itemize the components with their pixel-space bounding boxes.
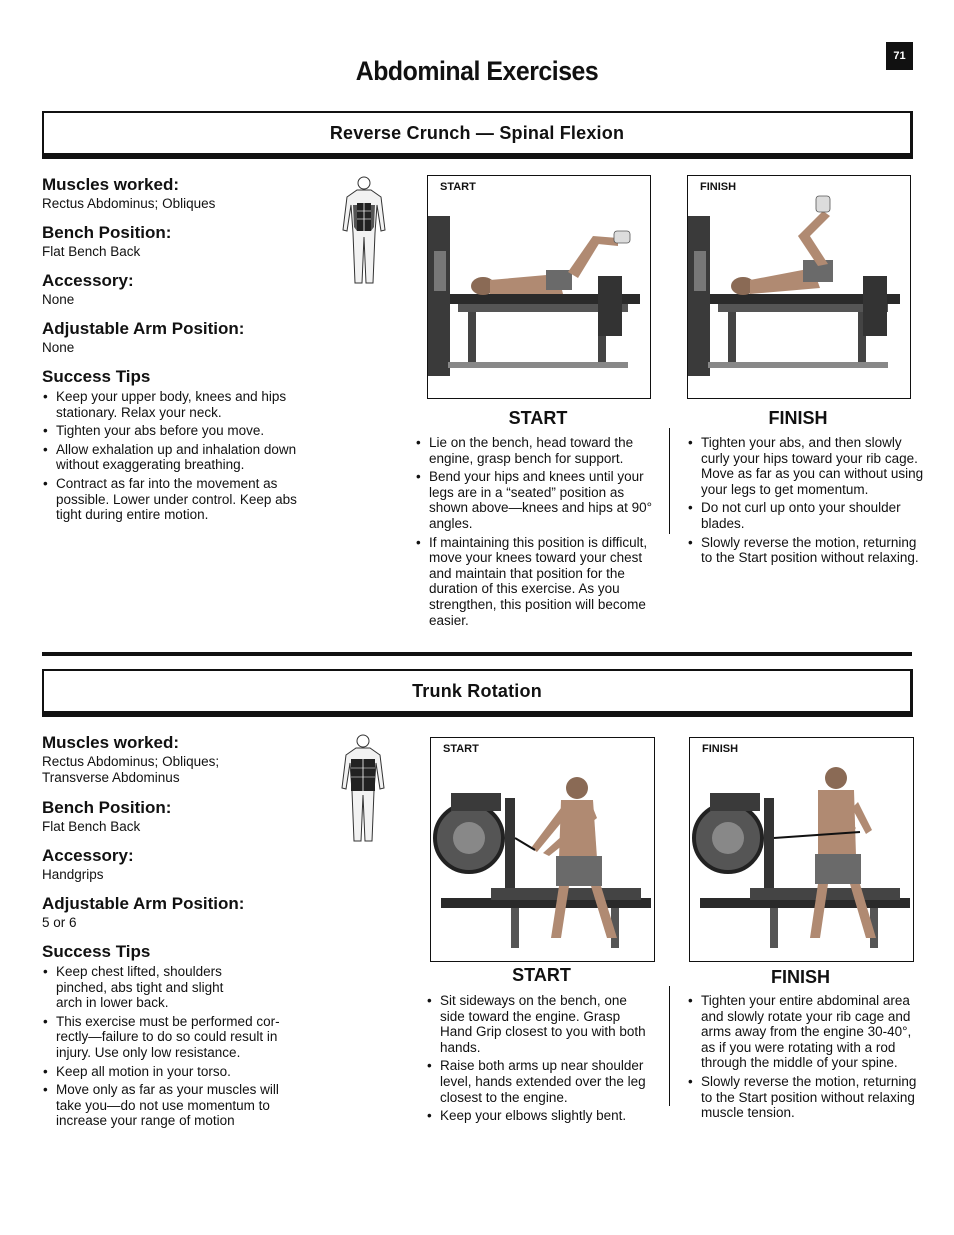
finish-photo	[689, 737, 914, 962]
exercise-title: Reverse Crunch — Spinal Flexion	[329, 122, 625, 143]
muscles-block	[42, 175, 322, 211]
start-photo	[430, 737, 655, 962]
exercise-title: Trunk Rotation	[412, 680, 542, 701]
muscles-label: Muscles worked:	[42, 175, 179, 194]
section-divider	[42, 652, 912, 656]
accessory-block	[42, 271, 322, 307]
tips-label: Success Tips	[42, 367, 151, 386]
finish-photo-tag: FINISH	[700, 181, 737, 193]
accessory-label: Accessory:	[42, 271, 134, 290]
finish-photo	[687, 175, 911, 399]
step-item: • Sit sideways on the bench, one side toward the engine. Grasp Hand Grip closest to you with both hands.	[440, 993, 654, 1055]
column-divider	[669, 428, 670, 534]
muscles-value: Rectus Abdominus; Obliques; Transverse Abdominus	[42, 754, 220, 785]
start-photo-tag: START	[443, 743, 479, 755]
finish-heading: FINISH	[768, 408, 828, 428]
page-number: 71	[886, 42, 913, 70]
muscles-label: Muscles worked:	[42, 733, 179, 752]
start-photo	[427, 175, 651, 399]
arm-value: 5 or 6	[42, 915, 77, 930]
column-divider	[669, 986, 670, 1106]
step-item: • Keep your elbows slightly bent.	[440, 1108, 654, 1124]
tips-block	[42, 942, 322, 1129]
arm-value: None	[42, 340, 75, 355]
step-item: • Slowly reverse the motion, returning to the Start position without relaxing.	[701, 535, 929, 566]
finish-photo-tag: FINISH	[702, 743, 739, 755]
muscle-diagram-icon	[333, 733, 393, 845]
tip-item: • This exercise must be performed cor-rectly—failure to do so could result in injury. Use only low resistance.	[56, 1014, 306, 1061]
tips-label: Success Tips	[42, 942, 151, 961]
step-item: • Lie on the bench, head toward the engine, grasp bench for support.	[429, 435, 657, 466]
start-heading: START	[512, 965, 571, 985]
accessory-value: Handgrips	[42, 867, 104, 882]
bench-label: Bench Position:	[42, 223, 172, 242]
page-title: Abdominal Exercises	[355, 56, 599, 86]
step-item: • If maintaining this position is difficult, move your knees toward your chest and maintain that position for the duration of this exercise. As you strengthen, this position will become easier.	[429, 535, 657, 629]
exercise-title-bar	[42, 111, 913, 159]
step-item: • Raise both arms up near shoulder level, hands extended over the leg closest to the engine.	[440, 1058, 654, 1105]
step-item: • Tighten your entire abdominal area and slowly rotate your rib cage and arms away from the engine 30-40°, as if you were rotating with a rod through the middle of your spine.	[701, 993, 927, 1071]
tips-block	[42, 367, 322, 523]
bench-block	[42, 223, 322, 259]
start-photo-tag: START	[440, 181, 476, 193]
muscle-diagram-icon	[335, 175, 393, 287]
accessory-block	[42, 846, 322, 882]
arm-label: Adjustable Arm Position:	[42, 319, 245, 338]
arm-block	[42, 894, 322, 930]
tip-item: • Keep all motion in your torso.	[56, 1064, 306, 1080]
exercise-info	[42, 175, 322, 526]
start-heading: START	[508, 408, 568, 428]
finish-steps	[687, 993, 927, 1124]
step-item: • Slowly reverse the motion, returning to the Start position without relaxing muscle tension.	[701, 1074, 927, 1121]
arm-block	[42, 319, 322, 355]
tip-item: • Allow exhalation up and inhalation down without exaggerating breathing.	[56, 442, 318, 473]
muscles-block	[42, 733, 322, 786]
muscles-value: Rectus Abdominus; Obliques	[42, 196, 216, 211]
finish-heading: FINISH	[770, 967, 830, 987]
tip-item: • Move only as far as your muscles will take you—do not use momentum to increase your range of motion	[56, 1082, 306, 1129]
accessory-value: None	[42, 292, 75, 307]
tip-item: • Keep chest lifted, shoulders pinched, abs tight and slight arch in lower back.	[56, 964, 236, 1011]
start-steps	[415, 435, 657, 631]
bench-value: Flat Bench Back	[42, 819, 141, 834]
tip-item: • Contract as far into the movement as possible. Lower under control. Keep abs tight during entire motion.	[56, 476, 318, 523]
accessory-label: Accessory:	[42, 846, 134, 865]
bench-value: Flat Bench Back	[42, 244, 141, 259]
exercise-title-bar	[42, 669, 913, 717]
step-item: • Do not curl up onto your shoulder blades.	[701, 500, 929, 531]
exercise-info	[42, 733, 322, 1132]
tip-item: • Tighten your abs before you move.	[56, 423, 318, 439]
start-steps	[426, 993, 654, 1127]
tips-list	[42, 964, 306, 1129]
bench-block	[42, 798, 322, 834]
step-item: • Tighten your abs, and then slowly curly your hips toward your rib cage. Move as far as you can without using your legs to get momentum.	[701, 435, 929, 497]
tips-list	[42, 389, 318, 523]
step-item: • Bend your hips and knees until your legs are in a “seated” position as shown above—knees and hips at 90° angles.	[429, 469, 657, 531]
tip-item: • Keep your upper body, knees and hips stationary. Relax your neck.	[56, 389, 318, 420]
arm-label: Adjustable Arm Position:	[42, 894, 245, 913]
finish-steps	[687, 435, 929, 569]
bench-label: Bench Position:	[42, 798, 172, 817]
